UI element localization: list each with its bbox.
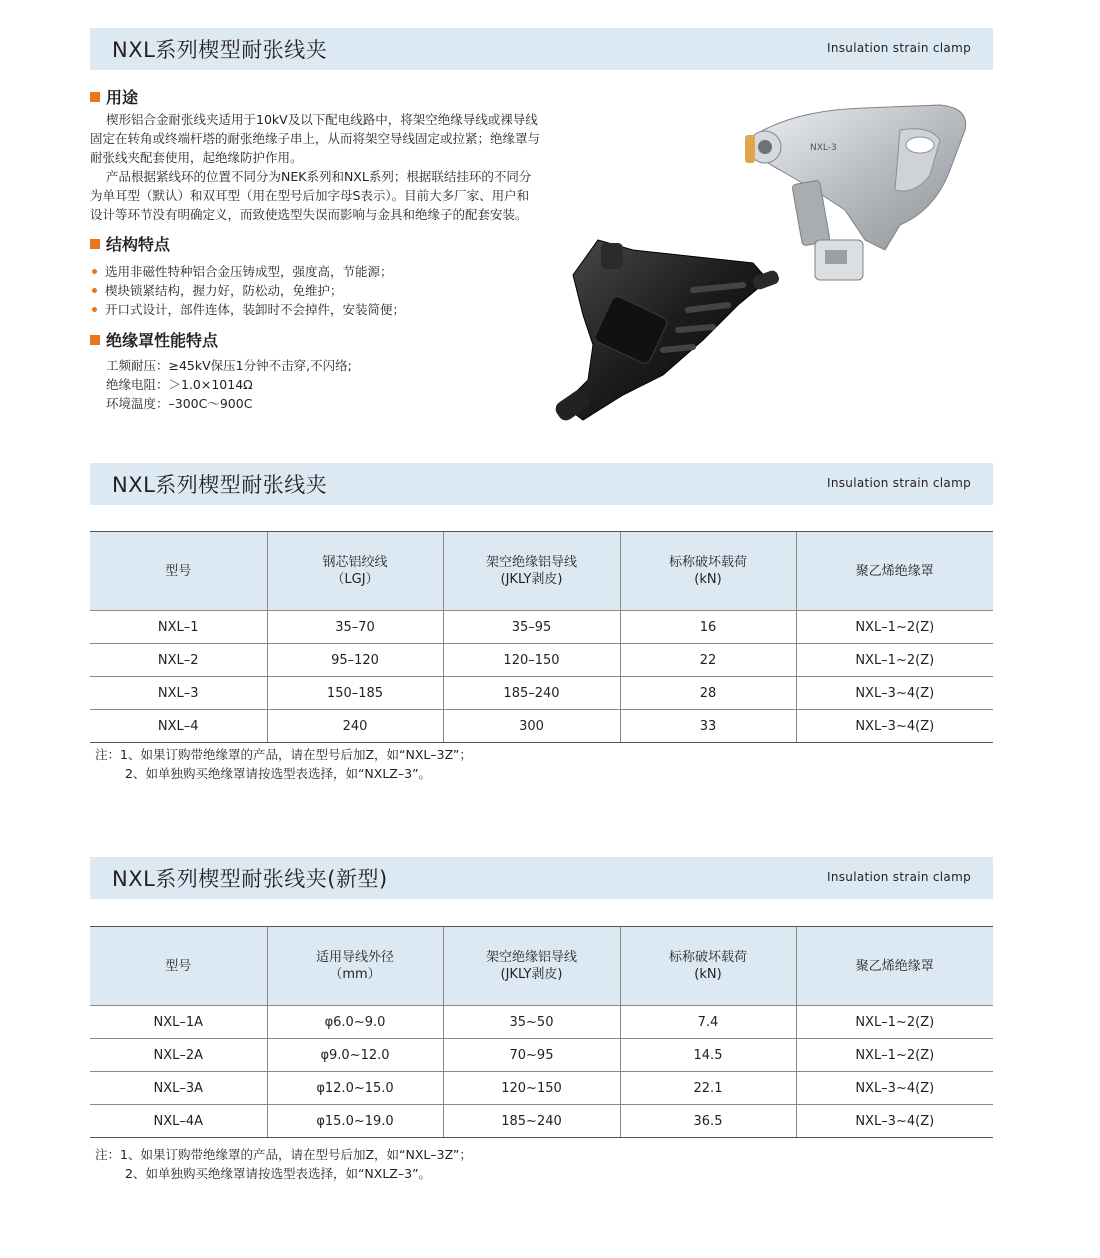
section2-spec-table (90, 531, 993, 743)
table-cell: φ15.0~19.0 (267, 1105, 443, 1138)
note-line: 2、如单独购买绝缘罩请按选型表选择，如“NXLZ–3”。 (125, 766, 432, 781)
section2-title: NXL系列楔型耐张线夹 (112, 473, 328, 497)
table-cell: 14.5 (620, 1039, 796, 1072)
table-row (90, 677, 993, 710)
header-model: 型号 (90, 532, 267, 611)
header-load: 标称破坏载荷 (kN) (620, 927, 796, 1006)
table-cell: 35–70 (267, 611, 443, 644)
note-line: 2、如单独购买绝缘罩请按选型表选择，如“NXLZ–3”。 (125, 1166, 432, 1181)
table-cell: NXL–3 (90, 677, 267, 710)
table-row (90, 710, 993, 743)
table-header-row (90, 927, 993, 1006)
table-cell: 33 (620, 710, 796, 743)
cover-heading: 绝缘罩性能特点 (90, 328, 218, 351)
table-cell: 35–95 (443, 611, 620, 644)
header-load: 标称破坏载荷 (kN) (620, 532, 796, 611)
usage-line: 为单耳型（默认）和双耳型（用在型号后加字母S表示）。目前大多厂家、用户和 (90, 188, 530, 203)
list-item: 开口式设计，部件连体，装卸时不会掉件，安装简便； (92, 300, 405, 319)
table-cell: 28 (620, 677, 796, 710)
orange-square-icon (90, 335, 100, 345)
section3-title-band (90, 857, 993, 899)
table-row (90, 1072, 993, 1105)
section1-subtitle: Insulation strain clamp (827, 41, 971, 55)
usage-line: 固定在转角或终端杆塔的耐张绝缘子串上，从而将架空导线固定或拉紧；绝缘罩与 (90, 131, 541, 146)
orange-square-icon (90, 239, 100, 249)
usage-heading: 用途 (90, 85, 138, 108)
table-cell: 95–120 (267, 644, 443, 677)
table-cell: NXL–3~4(Z) (796, 710, 993, 743)
table-cell: 300 (443, 710, 620, 743)
section3-subtitle: Insulation strain clamp (827, 870, 971, 884)
structure-list (92, 262, 405, 319)
spec-line: 工频耐压：≥45kV保压1分钟不击穿,不闪络; (106, 358, 352, 373)
table-cell: 120–150 (443, 644, 620, 677)
table-cell: NXL–3~4(Z) (796, 1105, 993, 1138)
section1-title-band (90, 28, 993, 70)
table-cell: φ6.0~9.0 (267, 1006, 443, 1039)
header-cover: 聚乙烯绝缘罩 (796, 532, 993, 611)
usage-paragraph (90, 110, 610, 224)
table-cell: 36.5 (620, 1105, 796, 1138)
table-cell: 150–185 (267, 677, 443, 710)
table-cell: 7.4 (620, 1006, 796, 1039)
table-cell: 120~150 (443, 1072, 620, 1105)
table-row (90, 1006, 993, 1039)
table-cell: 35~50 (443, 1006, 620, 1039)
table-cell: NXL–1~2(Z) (796, 1006, 993, 1039)
section2-title-band (90, 463, 993, 505)
table-cell: 22.1 (620, 1072, 796, 1105)
table-cell: NXL–4 (90, 710, 267, 743)
table-cell: NXL–1A (90, 1006, 267, 1039)
bullet-icon (92, 288, 97, 293)
section2-subtitle: Insulation strain clamp (827, 476, 971, 490)
bullet-icon (92, 269, 97, 274)
header-cover: 聚乙烯绝缘罩 (796, 927, 993, 1006)
table-cell: 185~240 (443, 1105, 620, 1138)
table-cell: 22 (620, 644, 796, 677)
table-cell: NXL–3A (90, 1072, 267, 1105)
table-cell: 185–240 (443, 677, 620, 710)
section2-notes (95, 745, 472, 783)
table-cell: φ12.0~15.0 (267, 1072, 443, 1105)
table-row (90, 644, 993, 677)
note-line: 注：1、如果订购带绝缘罩的产品，请在型号后加Z，如“NXL–3Z”； (95, 747, 472, 762)
table-row (90, 1105, 993, 1138)
note-line: 注：1、如果订购带绝缘罩的产品，请在型号后加Z，如“NXL–3Z”； (95, 1147, 472, 1162)
table-cell: NXL–1~2(Z) (796, 644, 993, 677)
spec-line: 绝缘电阻：＞1.0×1014Ω (106, 377, 253, 392)
table-cell: NXL–4A (90, 1105, 267, 1138)
usage-line: 耐张线夹配套使用，起绝缘防护作用。 (90, 150, 303, 165)
section1-title: NXL系列楔型耐张线夹 (112, 38, 328, 62)
table-cell: 16 (620, 611, 796, 644)
list-item: 楔块锁紧结构，握力好，防松动，免维护； (92, 281, 405, 300)
list-item: 选用非磁性特种铝合金压铸成型，强度高，节能源； (92, 262, 405, 281)
header-jkly: 架空绝缘铝导线 (JKLY剥皮) (443, 927, 620, 1006)
section3-spec-table (90, 926, 993, 1138)
bullet-icon (92, 307, 97, 312)
table-cell: NXL–1~2(Z) (796, 611, 993, 644)
table-cell: NXL–3~4(Z) (796, 1072, 993, 1105)
header-diameter: 适用导线外径 （mm） (267, 927, 443, 1006)
header-jkly: 架空绝缘铝导线 (JKLY剥皮) (443, 532, 620, 611)
clamp-marking: NXL-3 (810, 143, 837, 153)
table-cell: NXL–3~4(Z) (796, 677, 993, 710)
section3-notes (95, 1145, 472, 1183)
table-row (90, 1039, 993, 1072)
table-cell: φ9.0~12.0 (267, 1039, 443, 1072)
cover-specs (106, 356, 352, 413)
header-model: 型号 (90, 927, 267, 1006)
spec-line: 环境温度：–300C～900C (106, 396, 253, 411)
usage-line: 产品根据紧线环的位置不同分为NEK系列和NXL系列；根据联结挂环的不同分 (106, 169, 532, 184)
insulation-cover-photo (553, 235, 785, 430)
usage-line: 楔形铝合金耐张线夹适用于10kV及以下配电线路中，将架空绝缘导线或裸导线 (106, 112, 538, 127)
header-lgj: 钢芯铝绞线 （LGJ） (267, 532, 443, 611)
table-cell: NXL–1 (90, 611, 267, 644)
table-cell: NXL–2 (90, 644, 267, 677)
table-cell: 240 (267, 710, 443, 743)
usage-line: 设计等环节没有明确定义，而致使选型失误而影响与金具和绝缘子的配套安装。 (90, 207, 528, 222)
table-cell: NXL–1~2(Z) (796, 1039, 993, 1072)
table-cell: 70~95 (443, 1039, 620, 1072)
table-header-row (90, 532, 993, 611)
table-cell: NXL–2A (90, 1039, 267, 1072)
section3-title: NXL系列楔型耐张线夹(新型) (112, 867, 388, 891)
table-row (90, 611, 993, 644)
orange-square-icon (90, 92, 100, 102)
structure-heading: 结构特点 (90, 232, 170, 255)
